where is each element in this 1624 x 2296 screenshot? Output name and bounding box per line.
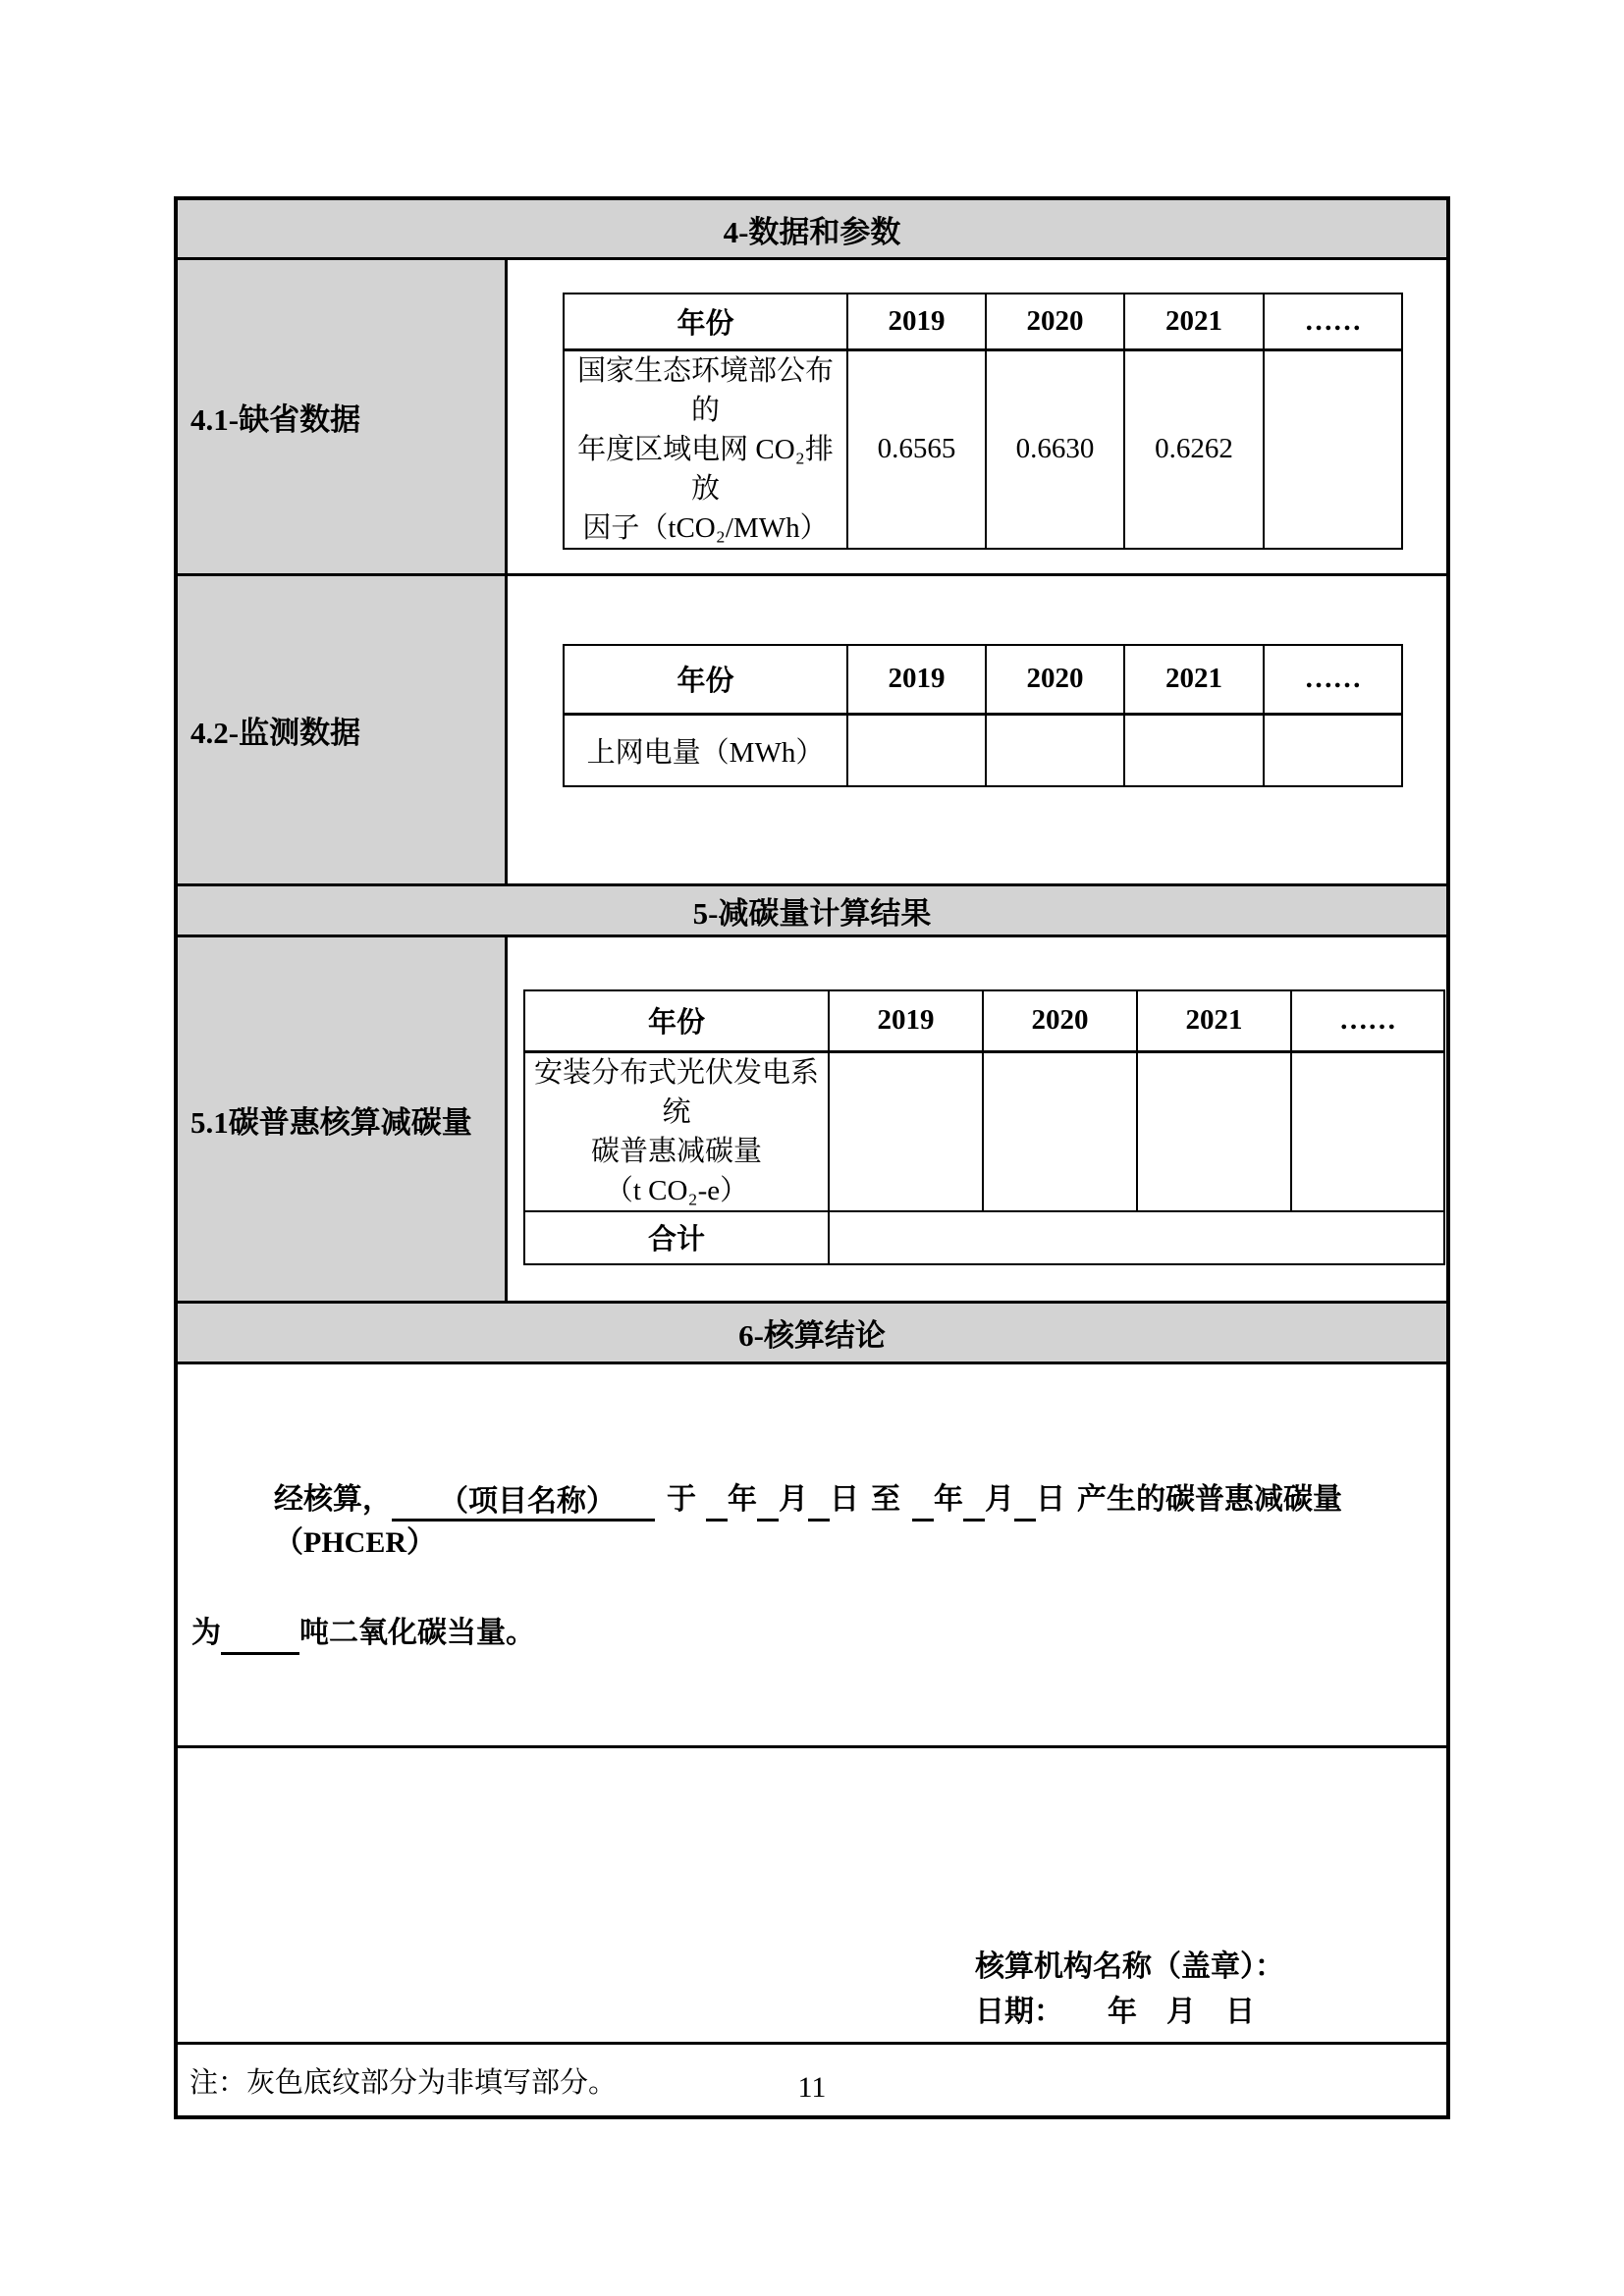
s42-row-label-cell: 上网电量（MWh）	[564, 714, 847, 786]
s42-data-row	[564, 714, 1402, 786]
s41-table	[563, 293, 1403, 550]
s42-header-year: 年份	[564, 645, 847, 714]
s41-header-2019: 2019	[847, 294, 986, 349]
s42-value-2019	[847, 714, 986, 786]
end-month-label: 月	[985, 1483, 1014, 1516]
s42-value-2020	[986, 714, 1124, 786]
s41-row-label-cell	[564, 349, 847, 549]
section-4-2	[178, 576, 1446, 886]
blank-after-project-name	[616, 1487, 655, 1522]
s51-row-label-line1: 安装分布式光伏发电系统	[533, 1056, 819, 1128]
s51-value-2020	[983, 1051, 1137, 1211]
s51-header-2021: 2021	[1137, 990, 1291, 1051]
form-table	[174, 196, 1450, 2119]
s51-total-value-cell	[829, 1211, 1444, 1264]
section-4-1	[178, 260, 1446, 576]
s51-value-2021	[1137, 1051, 1291, 1211]
s41-header-2020: 2020	[986, 294, 1124, 349]
s51-row-label-line2: 碳普惠减碳量	[590, 1135, 762, 1167]
s41-value-2020: 0.6630	[986, 349, 1124, 549]
s42-header-2019: 2019	[847, 645, 986, 714]
section-6-header-band: 6-核算结论	[178, 1304, 1446, 1364]
end-day-label: 日	[1036, 1483, 1065, 1516]
s42-header-2020: 2020	[986, 645, 1124, 714]
s42-value-2021	[1124, 714, 1264, 786]
s41-content-cell	[508, 260, 1446, 573]
conclusion-line-1	[274, 1478, 1435, 1565]
s51-table-header-row	[524, 990, 1444, 1051]
conclusion-yu: 于	[667, 1483, 696, 1516]
s42-value-ellipsis	[1264, 714, 1402, 786]
s41-value-2021: 0.6262	[1124, 349, 1264, 549]
s42-table-header-row	[564, 645, 1402, 714]
s41-value-ellipsis	[1264, 349, 1402, 549]
s41-header-ellipsis: ……	[1264, 294, 1402, 349]
blank-end-year	[912, 1487, 934, 1522]
conclusion-prefix: 经核算，	[274, 1483, 392, 1516]
s51-label-cell: 5.1碳普惠核算减碳量	[178, 937, 508, 1301]
s51-table	[523, 989, 1445, 1265]
s41-data-row	[564, 349, 1402, 549]
s41-header-year: 年份	[564, 294, 847, 349]
s41-header-2021: 2021	[1124, 294, 1264, 349]
conclusion-line2-prefix: 为	[191, 1617, 221, 1649]
blank-total-amount	[221, 1621, 299, 1655]
section-5-header-band: 5-减碳量计算结果	[178, 886, 1446, 937]
s51-data-row	[524, 1051, 1444, 1211]
s42-table	[563, 644, 1403, 787]
start-month-label: 月	[779, 1483, 808, 1516]
s41-row-label-line2: 年度区域电网 CO₂排放	[577, 433, 834, 505]
start-day-label: 日	[830, 1483, 859, 1516]
s51-row-label-cell	[524, 1051, 829, 1211]
s51-header-year: 年份	[524, 990, 829, 1051]
signature-text	[975, 1945, 1284, 2035]
section-5-1	[178, 937, 1446, 1304]
s42-header-ellipsis: ……	[1264, 645, 1402, 714]
s51-row-label-line3: （t CO₂-e）	[604, 1174, 749, 1206]
conclusion-line-2	[191, 1612, 1435, 1655]
auditor-org-seal-label: 核算机构名称（盖章）：	[975, 1950, 1284, 1983]
signature-date-label: 日期： 年 月 日	[975, 1996, 1255, 2028]
conclusion-line2-suffix: 吨二氧化碳当量。	[299, 1617, 535, 1649]
conclusion-block	[178, 1478, 1446, 1748]
page-number: 11	[797, 2071, 827, 2104]
end-year-label: 年	[934, 1483, 963, 1516]
s51-header-2019: 2019	[829, 990, 983, 1051]
blank-end-month	[963, 1487, 985, 1522]
s41-row-label-line3: 因子（tCO₂/MWh）	[582, 511, 829, 544]
s51-value-2019	[829, 1051, 983, 1211]
conclusion-zhi: 至	[871, 1483, 900, 1516]
s41-table-header-row	[564, 294, 1402, 349]
s42-label-cell: 4.2-监测数据	[178, 576, 508, 883]
blank-start-year	[706, 1487, 728, 1522]
start-year-label: 年	[728, 1483, 757, 1516]
s51-value-ellipsis	[1291, 1051, 1444, 1211]
s51-total-label-cell: 合计	[524, 1211, 829, 1264]
blank-start-day	[808, 1487, 830, 1522]
project-name-placeholder: （项目名称）	[439, 1483, 616, 1522]
s41-label-cell: 4.1-缺省数据	[178, 260, 508, 573]
s42-header-2021: 2021	[1124, 645, 1264, 714]
s51-header-ellipsis: ……	[1291, 990, 1444, 1051]
s51-content-cell	[508, 937, 1446, 1301]
blank-before-project-name	[392, 1487, 439, 1522]
s51-header-2020: 2020	[983, 990, 1137, 1051]
s41-value-2019: 0.6565	[847, 349, 986, 549]
conclusion-suffix: 产生的碳普惠减碳量（PHCER）	[274, 1483, 1342, 1559]
note-text: 注：灰色底纹部分为非填写部分。	[189, 2066, 618, 2099]
blank-start-month	[757, 1487, 779, 1522]
s51-total-row	[524, 1211, 1444, 1264]
blank-end-day	[1014, 1487, 1036, 1522]
s42-content-cell	[508, 576, 1446, 883]
section-4-header-band: 4-数据和参数	[178, 200, 1446, 260]
signature-block	[178, 1748, 1446, 2045]
s41-row-label-line1: 国家生态环境部公布的	[576, 354, 834, 426]
